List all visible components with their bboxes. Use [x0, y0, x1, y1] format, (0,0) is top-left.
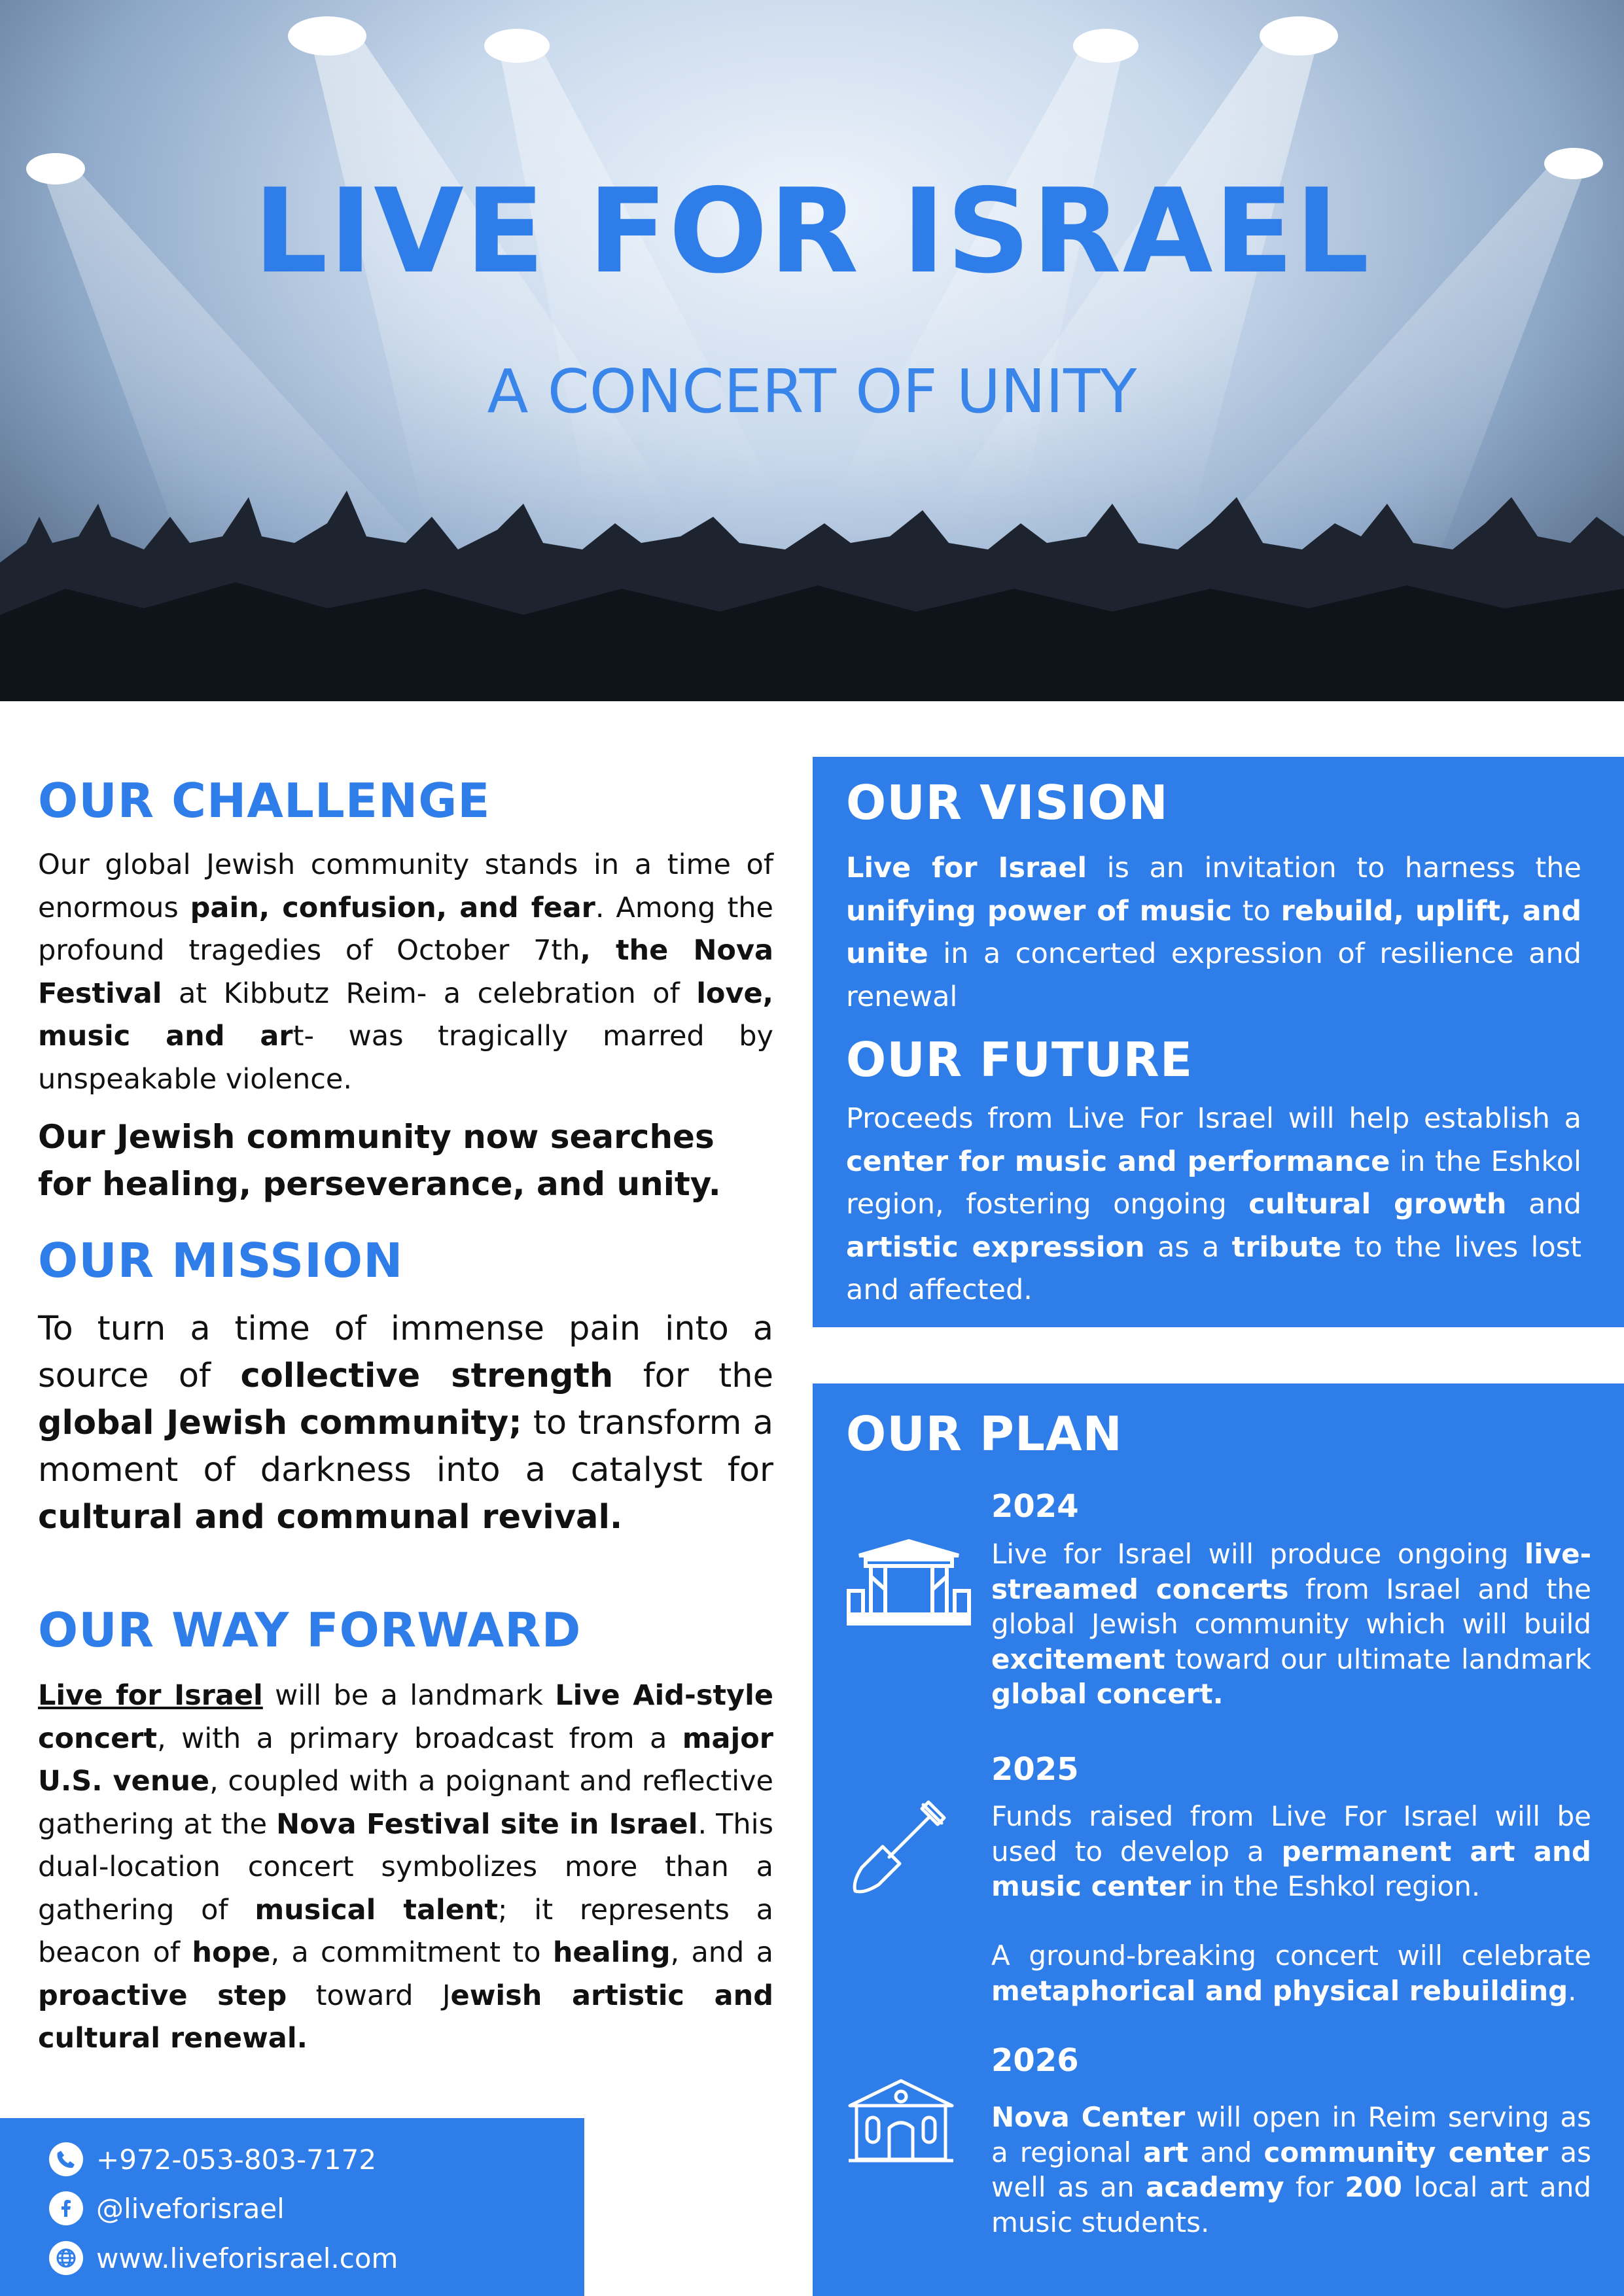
contact-website[interactable] [49, 2238, 398, 2278]
challenge-paragraph: Our global Jewish community stands in a time of enormous pain, confusion, and fear. Among the profound tragedies of October 7th, the Nova Festival at Kibbutz Reim- a celebration of love, music and art- was tragically marred by unspeakable violence. [38, 848, 774, 1096]
plan-year-2026: 2026 [991, 2042, 1079, 2079]
contact-social[interactable] [49, 2189, 285, 2228]
future-heading: OUR FUTURE [846, 1032, 1193, 1087]
plan-year-2025: 2025 [991, 1751, 1079, 1788]
shovel-icon [846, 1796, 951, 1903]
plan-year-2024: 2024 [991, 1488, 1079, 1525]
website-text: www.liveforisrael.com [96, 2242, 398, 2274]
facebook-icon [49, 2191, 83, 2225]
phone-text: +972-053-803-7172 [96, 2143, 377, 2176]
hero-banner [0, 0, 1624, 701]
concert-photo [0, 0, 1624, 701]
future-paragraph: Proceeds from Live For Israel will help establish a center for music and performance in the Eshkol region, fostering ongoing cultural growth and artistic expression as a tribute to the lives lost and affected. [846, 1102, 1581, 1306]
globe-icon [49, 2241, 83, 2275]
way-forward-heading: OUR WAY FORWARD [38, 1603, 582, 1658]
stage-icon [846, 1537, 972, 1631]
contact-box [0, 2118, 584, 2296]
hero-title: LIVE FOR ISRAEL [253, 164, 1371, 299]
phone-icon [49, 2142, 83, 2176]
hero-subtitle: A CONCERT OF UNITY [487, 357, 1137, 426]
mission-paragraph: To turn a time of immense pain into a source of collective strength for the global Jewish community; to transform a moment of darkness into a catalyst for cultural and communal revival. [38, 1310, 774, 1537]
plan-text-2026: Nova Center will open in Reim serving as a regional art and community center as well as an academy for 200 local art and music students. [991, 2101, 1591, 2238]
building-icon [846, 2077, 956, 2168]
challenge-statement: Our Jewish community now searches for healing, perseverance, and unity. [38, 1118, 721, 1203]
vision-paragraph: Live for Israel is an invitation to harness the unifying power of music to rebuild, uplift, and unite in a concerted expression of resilience and renewal [846, 852, 1581, 1013]
challenge-heading: OUR CHALLENGE [38, 773, 491, 828]
plan-text-2025: Funds raised from Live For Israel will be used to develop a permanent art and music center in the Eshkol region. [991, 1800, 1591, 1902]
plan-text-2024: Live for Israel will produce ongoing live-streamed concerts from Israel and the global Jewish community which will build excitement toward our ultimate landmark global concert. [991, 1538, 1591, 1710]
plan-text-2025-b: A ground-breaking concert will celebrate metaphorical and physical rebuilding. [991, 1939, 1591, 2007]
way-forward-paragraph: Live for Israel will be a landmark Live Aid-style concert, with a primary broadcast from a major U.S. venue, coupled with a poignant and reflective gathering at the Nova Festival site in Israel. This dual-location concert symbolizes more than a gathering of musical talent; it represents a beacon of hope, a commitment to healing, and a proactive step toward Jewish artistic and cultural renewal. [38, 1679, 774, 2055]
plan-heading: OUR PLAN [846, 1406, 1123, 1461]
vision-heading: OUR VISION [846, 775, 1169, 830]
mission-heading: OUR MISSION [38, 1233, 404, 1288]
contact-phone[interactable] [49, 2140, 376, 2179]
social-text: @liveforisrael [96, 2192, 285, 2225]
